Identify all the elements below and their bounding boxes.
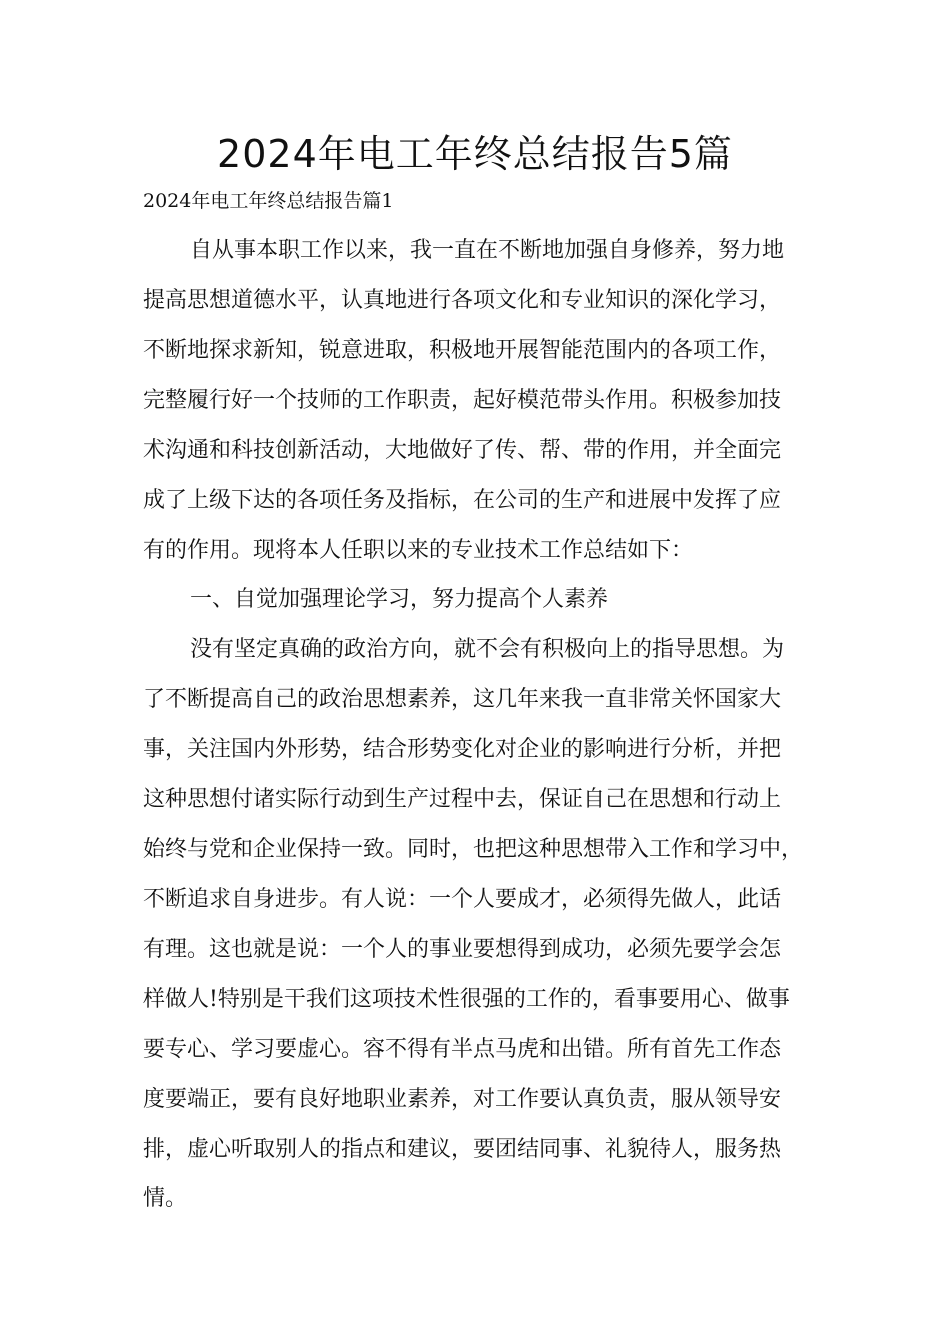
paragraph-line: 事，关注国内外形势，结合形势变化对企业的影响进行分析，并把 [143, 737, 782, 762]
paragraph-line: 提高思想道德水平，认真地进行各项文化和专业知识的深化学习， [143, 288, 782, 313]
paragraph-line: 有的作用。现将本人任职以来的专业技术工作总结如下： [143, 538, 694, 563]
paragraph-line: 始终与党和企业保持一致。同时，也把这种思想带入工作和学习中， [143, 837, 804, 862]
paragraph-line: 度要端正，要有良好地职业素养，对工作要认真负责，服从领导安 [143, 1087, 782, 1112]
paragraph-line: 了不断提高自己的政治思想素养，这几年来我一直非常关怀国家大 [143, 687, 782, 712]
section-subheading: 2024年电工年终总结报告篇1 [143, 190, 394, 212]
document-title: 2024年电工年终总结报告5篇 [217, 132, 733, 176]
paragraph-line: 要专心、学习要虚心。容不得有半点马虎和出错。所有首先工作态 [143, 1037, 782, 1062]
paragraph-line: 没有坚定真确的政治方向，就不会有积极向上的指导思想。为 [190, 637, 785, 662]
paragraph-line: 成了上级下达的各项任务及指标，在公司的生产和进展中发挥了应 [143, 488, 782, 513]
paragraph-line: 有理。这也就是说：一个人的事业要想得到成功，必须先要学会怎 [143, 937, 782, 962]
paragraph-line: 这种思想付诸实际行动到生产过程中去，保证自己在思想和行动上 [143, 787, 782, 812]
paragraph-line: 样做人!特别是干我们这项技术性很强的工作的，看事要用心、做事 [143, 987, 790, 1012]
paragraph-line: 排，虚心听取别人的指点和建议，要团结同事、礼貌待人，服务热 [143, 1137, 782, 1162]
section-heading: 一、自觉加强理论学习，努力提高个人素养 [190, 587, 609, 612]
paragraph-line: 不断追求自身进步。有人说：一个人要成才，必须得先做人，此话 [143, 887, 782, 912]
paragraph-line: 情。 [143, 1186, 188, 1211]
paragraph-line: 完整履行好一个技师的工作职责，起好模范带头作用。积极参加技 [143, 388, 782, 413]
paragraph-line: 术沟通和科技创新活动，大地做好了传、帮、带的作用，并全面完 [143, 438, 782, 463]
paragraph-line: 不断地探求新知，锐意进取，积极地开展智能范围内的各项工作， [143, 338, 782, 363]
paragraph-line: 自从事本职工作以来，我一直在不断地加强自身修养，努力地 [190, 238, 785, 263]
